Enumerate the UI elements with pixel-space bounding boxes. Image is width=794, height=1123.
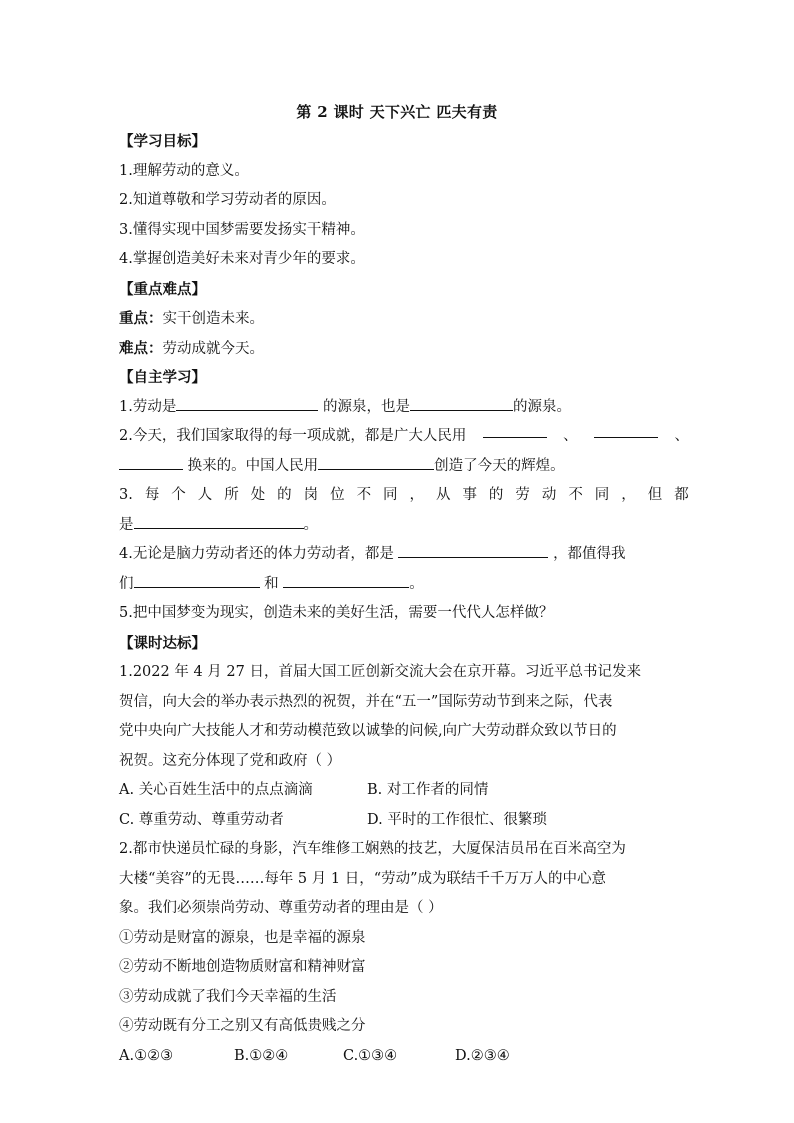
section-self-study: 【自主学习】: [119, 369, 206, 386]
q1-text-c: 的源泉。: [512, 398, 571, 415]
q4-blank-2[interactable]: [134, 572, 260, 588]
q3-char: 不: [568, 487, 583, 503]
q3-char: 劳: [515, 487, 530, 503]
q3-char: 从: [435, 487, 451, 503]
goal-item-4: 4.掌握创造美好未来对青少年的要求。: [119, 251, 365, 267]
q3-char: 不: [356, 487, 372, 503]
class-q1-options-ab: [119, 776, 689, 806]
q3-char: 位: [330, 487, 345, 503]
q3-char: 同: [594, 487, 610, 503]
self-study-q2-line2: [119, 452, 689, 482]
q1-text-b: 的源泉，也是: [318, 398, 410, 415]
q4-text-e: 。: [409, 575, 424, 592]
section-learning-goals: 【学习目标】: [119, 133, 206, 150]
self-study-q4-line1: [119, 540, 689, 570]
self-study-q3-line2: [119, 511, 689, 541]
class-q1-options-cd: [119, 806, 689, 836]
class-q2-item-3: ③劳动成就了我们今天幸福的生活: [119, 988, 337, 1005]
self-study-q4-line2: [119, 570, 689, 600]
q3-blank[interactable]: [134, 513, 304, 529]
class-q1-option-c[interactable]: C. 尊重劳动、尊重劳动者: [119, 811, 284, 828]
key-label: 重点：: [119, 310, 163, 327]
goal-item-2: 2.知道尊敬和学习劳动者的原因。: [119, 192, 336, 208]
q3-char: 人: [197, 487, 213, 503]
class-q2-item-2: ②劳动不断地创造物质财富和精神财富: [119, 959, 366, 975]
class-q2-item-1: ①劳动是财富的源泉，也是幸福的源泉: [119, 929, 366, 946]
difficult-label: 难点：: [119, 339, 163, 357]
self-study-q3-line1: [119, 481, 689, 511]
q2-blank-1[interactable]: [483, 422, 547, 438]
class-q2-option-b[interactable]: B.①②④: [234, 1047, 289, 1064]
class-q1-line3: 党中央向广大技能人才和劳动模范致以诚挚的问候,向广大劳动群众致以节日的: [119, 723, 617, 739]
q4-blank-1[interactable]: [398, 542, 548, 558]
self-study-q1: [119, 393, 689, 423]
class-q2-line2: 大楼“美容”的无畏……每年 5 月 1 日，“劳动”成为联结千千万万人的中心意: [119, 870, 607, 887]
class-q1-line2: 贺信，向大会的举办表示热烈的祝贺，并在“五一”国际劳动节到来之际，代表: [119, 693, 613, 710]
q3-char: 所: [224, 487, 239, 503]
difficult-point: [119, 334, 689, 364]
q3-char: ，: [621, 487, 636, 503]
q4-text-b: ，都值得我: [553, 546, 626, 562]
q3-char: 事: [462, 487, 477, 503]
q2-sep-1: 、: [563, 428, 578, 444]
section-key-difficult: 【重点难点】: [119, 280, 206, 298]
class-q1-line4: 祝贺。这充分体现了党和政府（ ）: [119, 752, 342, 769]
goal-item-3: 3.懂得实现中国梦需要发扬实干精神。: [119, 221, 365, 238]
q3-text-b: 是: [119, 516, 134, 533]
q2-text-c: 创造了今天的辉煌。: [434, 457, 565, 474]
difficult-text: 劳动成就今天。: [162, 340, 264, 357]
class-q1-line1: 1.2022 年 4 月 27 日，首届大国工匠创新交流大会在京开幕。习近平总书记发来: [119, 664, 641, 680]
class-q1-option-d[interactable]: D. 平时的工作很忙、很繁琐: [367, 811, 547, 828]
q3-text-c: 。: [303, 516, 318, 533]
q2-sep-2: 、: [674, 428, 689, 444]
q3-char: 3.: [119, 487, 133, 503]
q2-blank-2[interactable]: [594, 422, 658, 438]
q4-text-c: 们: [119, 575, 134, 592]
q3-char: 动: [541, 487, 557, 503]
q1-text-a: 1.劳动是: [119, 398, 177, 415]
class-q2-option-c[interactable]: C.①③④: [343, 1047, 398, 1064]
q3-char: 处: [250, 487, 266, 503]
lesson-title: 第 2 课时 天下兴亡 匹夫有责: [296, 103, 498, 121]
class-q2-line3: 象。我们必须崇尚劳动、尊重劳动者的理由是（ ）: [119, 900, 443, 916]
class-q1-option-b[interactable]: B. 对工作者的同情: [367, 782, 489, 798]
self-study-q2-line1: [119, 422, 689, 452]
q4-text-a: 4.无论是脑力劳动者还的体力劳动者，都是: [119, 546, 394, 562]
q1-blank-1[interactable]: [176, 395, 318, 411]
q3-char: 的: [488, 487, 504, 503]
q3-char: 的: [277, 487, 292, 503]
q3-char: 但: [647, 487, 663, 503]
q2-text-a: 2.今天，我们国家取得的每一项成就，都是广大人民用: [119, 428, 467, 444]
class-q1-option-a[interactable]: A. 关心百姓生活中的点点滴滴: [119, 782, 313, 798]
q4-blank-3[interactable]: [283, 572, 409, 588]
q1-blank-2[interactable]: [410, 395, 513, 411]
q4-text-d: 和: [259, 575, 284, 592]
q2-blank-4[interactable]: [318, 454, 434, 470]
q3-char: 岗: [303, 487, 319, 503]
class-q2-item-4: ④劳动既有分工之别又有高低贵贱之分: [119, 1018, 366, 1034]
key-text: 实干创造未来。: [162, 311, 264, 327]
class-q2-option-a[interactable]: A.①②③: [119, 1047, 174, 1064]
key-point: [119, 304, 689, 334]
document-body: [119, 127, 689, 1071]
class-q2-line1: 2.都市快递员忙碌的身影，汽车维修工娴熟的技艺，大厦保洁员吊在百米高空为: [119, 841, 626, 857]
self-study-q5: 5.把中国梦变为现实，创造未来的美好生活，需要一代代人怎样做？: [119, 605, 554, 621]
q3-char: 同: [383, 487, 398, 503]
class-q2-option-d[interactable]: D.②③④: [455, 1047, 510, 1064]
q3-char: 每: [144, 487, 160, 503]
q3-char: 个: [171, 487, 186, 503]
q3-char: ，: [409, 487, 424, 503]
q2-text-b: 换来的。中国人民用: [183, 457, 319, 474]
goal-item-1: 1.理解劳动的意义。: [119, 162, 249, 179]
q2-blank-3[interactable]: [119, 454, 183, 470]
section-class-goal: 【课时达标】: [119, 634, 206, 652]
q3-char: 都: [674, 487, 689, 503]
class-q2-options: [119, 1042, 689, 1072]
